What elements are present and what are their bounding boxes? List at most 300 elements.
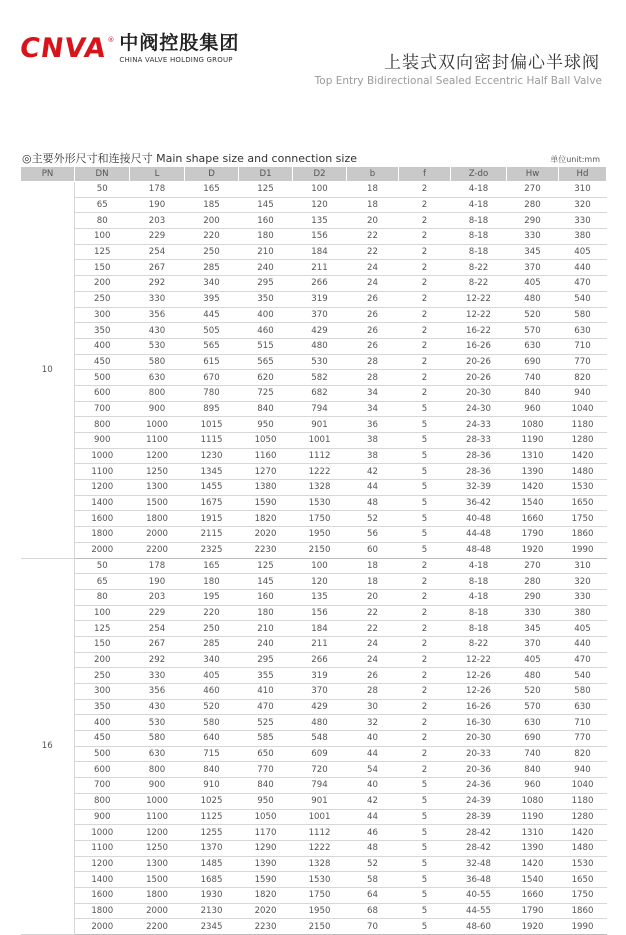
table-row bbox=[21, 323, 607, 339]
table-cell: 630 bbox=[507, 715, 559, 731]
table-cell: 42 bbox=[347, 793, 399, 809]
table-cell: 319 bbox=[293, 291, 347, 307]
table-cell: 310 bbox=[559, 182, 607, 198]
table-cell: 690 bbox=[507, 731, 559, 747]
table-row bbox=[21, 621, 607, 637]
table-cell: 2020 bbox=[239, 903, 293, 919]
table-cell: 28-42 bbox=[451, 840, 507, 856]
table-cell: 24 bbox=[347, 636, 399, 652]
table-cell: 1160 bbox=[239, 448, 293, 464]
table-cell: 2000 bbox=[75, 542, 130, 558]
table-cell: 429 bbox=[293, 699, 347, 715]
table-cell: 8-18 bbox=[451, 605, 507, 621]
table-cell: 720 bbox=[293, 762, 347, 778]
company-logo bbox=[17, 32, 240, 65]
table-cell: 100 bbox=[75, 605, 130, 621]
table-cell: 165 bbox=[185, 182, 239, 198]
table-cell: 800 bbox=[75, 793, 130, 809]
table-cell: 220 bbox=[185, 605, 239, 621]
table-cell: 520 bbox=[507, 307, 559, 323]
table-cell: 330 bbox=[130, 668, 185, 684]
table-cell: 1400 bbox=[75, 872, 130, 888]
table-cell: 1400 bbox=[75, 495, 130, 511]
table-cell: 210 bbox=[239, 621, 293, 637]
table-cell: 8-18 bbox=[451, 244, 507, 260]
table-cell: 901 bbox=[293, 793, 347, 809]
table-cell: 20-26 bbox=[451, 370, 507, 386]
table-row bbox=[21, 636, 607, 652]
table-cell: 5 bbox=[399, 778, 451, 794]
table-cell: 30 bbox=[347, 699, 399, 715]
table-cell: 1390 bbox=[239, 856, 293, 872]
table-cell: 1420 bbox=[559, 448, 607, 464]
table-cell: 32 bbox=[347, 715, 399, 731]
table-cell: 2 bbox=[399, 338, 451, 354]
table-cell: 5 bbox=[399, 542, 451, 558]
table-cell: 630 bbox=[559, 323, 607, 339]
table-cell: 50 bbox=[75, 182, 130, 198]
table-cell: 1200 bbox=[130, 448, 185, 464]
table-cell: 1650 bbox=[559, 872, 607, 888]
table-cell: 28 bbox=[347, 370, 399, 386]
table-cell: 254 bbox=[130, 621, 185, 637]
table-cell: 1750 bbox=[293, 887, 347, 903]
table-cell: 505 bbox=[185, 323, 239, 339]
table-cell: 1200 bbox=[75, 856, 130, 872]
table-cell: 26 bbox=[347, 338, 399, 354]
table-cell: 40 bbox=[347, 731, 399, 747]
table-cell: 5 bbox=[399, 417, 451, 433]
table-cell: 380 bbox=[559, 605, 607, 621]
table-cell: 65 bbox=[75, 574, 130, 590]
table-cell: 125 bbox=[239, 182, 293, 198]
table-cell: 900 bbox=[75, 809, 130, 825]
logo-mark: CNVA bbox=[17, 33, 109, 65]
table-cell: 2115 bbox=[185, 527, 239, 543]
table-cell: 24-36 bbox=[451, 778, 507, 794]
table-cell: 200 bbox=[75, 652, 130, 668]
table-cell: 210 bbox=[239, 244, 293, 260]
table-cell: 185 bbox=[185, 197, 239, 213]
table-cell: 28 bbox=[347, 684, 399, 700]
table-row bbox=[21, 589, 607, 605]
table-cell: 24 bbox=[347, 276, 399, 292]
table-cell: 1455 bbox=[185, 480, 239, 496]
table-cell: 609 bbox=[293, 746, 347, 762]
table-cell: 24-30 bbox=[451, 401, 507, 417]
company-name-cn: 中阀控股集团 bbox=[119, 32, 240, 54]
table-cell: 266 bbox=[293, 276, 347, 292]
table-cell: 4-18 bbox=[451, 182, 507, 198]
table-cell: 500 bbox=[75, 746, 130, 762]
table-row bbox=[21, 542, 607, 558]
table-cell: 1800 bbox=[130, 511, 185, 527]
table-cell: 229 bbox=[130, 605, 185, 621]
table-cell: 780 bbox=[185, 385, 239, 401]
table-cell: 470 bbox=[239, 699, 293, 715]
table-cell: 1040 bbox=[559, 778, 607, 794]
table-cell: 2 bbox=[399, 323, 451, 339]
table-cell: 1500 bbox=[130, 872, 185, 888]
table-cell: 180 bbox=[239, 605, 293, 621]
table-cell: 20-33 bbox=[451, 746, 507, 762]
table-cell: 356 bbox=[130, 684, 185, 700]
table-cell: 42 bbox=[347, 464, 399, 480]
table-cell: 820 bbox=[559, 746, 607, 762]
table-cell: 240 bbox=[239, 260, 293, 276]
table-cell: 570 bbox=[507, 699, 559, 715]
table-row bbox=[21, 919, 607, 935]
table-cell: 2 bbox=[399, 762, 451, 778]
table-cell: 1800 bbox=[130, 887, 185, 903]
table-cell: 515 bbox=[239, 338, 293, 354]
table-row bbox=[21, 229, 607, 245]
table-row bbox=[21, 260, 607, 276]
table-cell: 16-30 bbox=[451, 715, 507, 731]
table-cell: 190 bbox=[130, 197, 185, 213]
table-cell: 54 bbox=[347, 762, 399, 778]
table-cell: 1300 bbox=[130, 856, 185, 872]
table-cell: 40 bbox=[347, 778, 399, 794]
table-cell: 1000 bbox=[75, 825, 130, 841]
table-cell: 184 bbox=[293, 621, 347, 637]
page-title-en: Top Entry Bidirectional Sealed Eccentric Half Ball Valve bbox=[314, 75, 602, 87]
table-cell: 540 bbox=[559, 668, 607, 684]
table-row bbox=[21, 276, 607, 292]
table-cell: 1270 bbox=[239, 464, 293, 480]
table-cell: 2200 bbox=[130, 919, 185, 935]
table-row bbox=[21, 213, 607, 229]
table-cell: 220 bbox=[185, 229, 239, 245]
table-cell: 1990 bbox=[559, 919, 607, 935]
table-cell: 36-48 bbox=[451, 872, 507, 888]
table-cell: 1100 bbox=[130, 433, 185, 449]
table-row bbox=[21, 354, 607, 370]
table-cell: 2230 bbox=[239, 542, 293, 558]
table-cell: 5 bbox=[399, 495, 451, 511]
pn-cell: 16 bbox=[21, 558, 75, 935]
table-cell: 1530 bbox=[559, 856, 607, 872]
table-cell: 48-48 bbox=[451, 542, 507, 558]
table-cell: 1328 bbox=[293, 856, 347, 872]
table-cell: 32-39 bbox=[451, 480, 507, 496]
table-cell: 1222 bbox=[293, 840, 347, 856]
table-cell: 480 bbox=[507, 668, 559, 684]
table-cell: 38 bbox=[347, 448, 399, 464]
table-row bbox=[21, 558, 607, 574]
table-cell: 1190 bbox=[507, 809, 559, 825]
table-cell: 267 bbox=[130, 260, 185, 276]
table-cell: 770 bbox=[239, 762, 293, 778]
table-cell: 5 bbox=[399, 903, 451, 919]
table-cell: 2130 bbox=[185, 903, 239, 919]
table-cell: 180 bbox=[185, 574, 239, 590]
table-cell: 585 bbox=[239, 731, 293, 747]
table-cell: 1370 bbox=[185, 840, 239, 856]
table-cell: 200 bbox=[75, 276, 130, 292]
table-cell: 254 bbox=[130, 244, 185, 260]
table-cell: 1590 bbox=[239, 495, 293, 511]
table-cell: 8-18 bbox=[451, 229, 507, 245]
table-cell: 44 bbox=[347, 746, 399, 762]
table-cell: 580 bbox=[559, 684, 607, 700]
table-cell: 350 bbox=[75, 323, 130, 339]
column-header: b bbox=[347, 167, 399, 182]
table-cell: 1420 bbox=[559, 825, 607, 841]
table-cell: 1650 bbox=[559, 495, 607, 511]
table-row bbox=[21, 527, 607, 543]
table-cell: 405 bbox=[507, 276, 559, 292]
column-header: Hw bbox=[507, 167, 559, 182]
table-cell: 320 bbox=[559, 574, 607, 590]
table-cell: 2 bbox=[399, 213, 451, 229]
column-header: D bbox=[185, 167, 239, 182]
table-cell: 340 bbox=[185, 276, 239, 292]
section-title: ◎主要外形尺寸和连接尺寸 Main shape size and connection size bbox=[22, 152, 357, 165]
table-cell: 580 bbox=[559, 307, 607, 323]
table-cell: 910 bbox=[185, 778, 239, 794]
table-cell: 203 bbox=[130, 213, 185, 229]
table-cell: 1390 bbox=[507, 464, 559, 480]
table-cell: 1540 bbox=[507, 495, 559, 511]
table-cell: 1530 bbox=[293, 872, 347, 888]
table-cell: 52 bbox=[347, 511, 399, 527]
table-cell: 900 bbox=[130, 778, 185, 794]
table-cell: 1390 bbox=[507, 840, 559, 856]
table-row bbox=[21, 887, 607, 903]
table-row bbox=[21, 746, 607, 762]
table-cell: 1050 bbox=[239, 809, 293, 825]
table-cell: 540 bbox=[559, 291, 607, 307]
table-cell: 530 bbox=[130, 338, 185, 354]
table-row bbox=[21, 715, 607, 731]
table-cell: 5 bbox=[399, 856, 451, 872]
table-cell: 355 bbox=[239, 668, 293, 684]
table-cell: 820 bbox=[559, 370, 607, 386]
table-cell: 340 bbox=[185, 652, 239, 668]
table-cell: 950 bbox=[239, 793, 293, 809]
table-cell: 800 bbox=[130, 762, 185, 778]
table-cell: 12-22 bbox=[451, 307, 507, 323]
table-cell: 900 bbox=[130, 401, 185, 417]
table-cell: 36 bbox=[347, 417, 399, 433]
table-cell: 270 bbox=[507, 558, 559, 574]
table-cell: 570 bbox=[507, 323, 559, 339]
table-cell: 1345 bbox=[185, 464, 239, 480]
table-cell: 2000 bbox=[130, 903, 185, 919]
registered-mark: ® bbox=[107, 35, 115, 44]
table-cell: 429 bbox=[293, 323, 347, 339]
table-cell: 24 bbox=[347, 260, 399, 276]
table-cell: 5 bbox=[399, 793, 451, 809]
table-cell: 1310 bbox=[507, 825, 559, 841]
column-header: f bbox=[399, 167, 451, 182]
table-cell: 5 bbox=[399, 448, 451, 464]
column-header: Hd bbox=[559, 167, 607, 182]
table-cell: 940 bbox=[559, 385, 607, 401]
table-cell: 22 bbox=[347, 244, 399, 260]
table-cell: 2 bbox=[399, 276, 451, 292]
logo-text bbox=[119, 34, 239, 64]
table-cell: 1200 bbox=[75, 480, 130, 496]
table-row bbox=[21, 825, 607, 841]
table-cell: 1025 bbox=[185, 793, 239, 809]
table-cell: 395 bbox=[185, 291, 239, 307]
table-cell: 12-26 bbox=[451, 668, 507, 684]
table-cell: 400 bbox=[75, 338, 130, 354]
table-cell: 44-55 bbox=[451, 903, 507, 919]
table-cell: 2 bbox=[399, 746, 451, 762]
table-cell: 350 bbox=[239, 291, 293, 307]
table-cell: 960 bbox=[507, 401, 559, 417]
table-cell: 2 bbox=[399, 652, 451, 668]
table-cell: 1001 bbox=[293, 809, 347, 825]
table-cell: 2 bbox=[399, 229, 451, 245]
table-cell: 190 bbox=[130, 574, 185, 590]
table-cell: 901 bbox=[293, 417, 347, 433]
table-cell: 480 bbox=[507, 291, 559, 307]
table-row bbox=[21, 433, 607, 449]
table-cell: 1300 bbox=[130, 480, 185, 496]
table-cell: 267 bbox=[130, 636, 185, 652]
column-header: PN bbox=[21, 167, 75, 182]
table-cell: 794 bbox=[293, 778, 347, 794]
table-cell: 270 bbox=[507, 182, 559, 198]
table-cell: 600 bbox=[75, 385, 130, 401]
table-cell: 740 bbox=[507, 746, 559, 762]
table-cell: 24-33 bbox=[451, 417, 507, 433]
unit-label: 单位unit:mm bbox=[550, 155, 600, 164]
table-cell: 1280 bbox=[559, 809, 607, 825]
table-cell: 100 bbox=[75, 229, 130, 245]
table-cell: 56 bbox=[347, 527, 399, 543]
table-cell: 1310 bbox=[507, 448, 559, 464]
table-cell: 229 bbox=[130, 229, 185, 245]
table-cell: 1675 bbox=[185, 495, 239, 511]
table-cell: 150 bbox=[75, 636, 130, 652]
table-cell: 26 bbox=[347, 668, 399, 684]
table-cell: 1590 bbox=[239, 872, 293, 888]
table-cell: 203 bbox=[130, 589, 185, 605]
table-cell: 40-48 bbox=[451, 511, 507, 527]
table-cell: 292 bbox=[130, 652, 185, 668]
table-row bbox=[21, 793, 607, 809]
table-cell: 250 bbox=[185, 621, 239, 637]
table-cell: 18 bbox=[347, 574, 399, 590]
table-cell: 630 bbox=[507, 338, 559, 354]
table-cell: 280 bbox=[507, 574, 559, 590]
table-cell: 1001 bbox=[293, 433, 347, 449]
table-cell: 5 bbox=[399, 433, 451, 449]
table-cell: 800 bbox=[130, 385, 185, 401]
table-cell: 5 bbox=[399, 840, 451, 856]
table-row bbox=[21, 605, 607, 621]
table-cell: 630 bbox=[559, 699, 607, 715]
table-cell: 2 bbox=[399, 307, 451, 323]
table-cell: 20-36 bbox=[451, 762, 507, 778]
table-cell: 1000 bbox=[130, 417, 185, 433]
table-cell: 2000 bbox=[75, 919, 130, 935]
company-name-en: CHINA VALVE HOLDING GROUP bbox=[119, 55, 233, 64]
table-cell: 295 bbox=[239, 652, 293, 668]
table-cell: 64 bbox=[347, 887, 399, 903]
table-cell: 280 bbox=[507, 197, 559, 213]
table-cell: 34 bbox=[347, 385, 399, 401]
table-cell: 682 bbox=[293, 385, 347, 401]
table-row bbox=[21, 684, 607, 700]
table-cell: 405 bbox=[559, 244, 607, 260]
table-row bbox=[21, 370, 607, 386]
table-cell: 22 bbox=[347, 605, 399, 621]
table-cell: 460 bbox=[185, 684, 239, 700]
table-cell: 1600 bbox=[75, 887, 130, 903]
table-cell: 715 bbox=[185, 746, 239, 762]
table-cell: 4-18 bbox=[451, 558, 507, 574]
table-cell: 1015 bbox=[185, 417, 239, 433]
table-cell: 582 bbox=[293, 370, 347, 386]
table-cell: 300 bbox=[75, 684, 130, 700]
table-cell: 400 bbox=[239, 307, 293, 323]
table-cell: 840 bbox=[239, 401, 293, 417]
column-header: Z-do bbox=[451, 167, 507, 182]
table-cell: 24 bbox=[347, 652, 399, 668]
table-cell: 20 bbox=[347, 589, 399, 605]
table-cell: 480 bbox=[293, 338, 347, 354]
table-cell: 565 bbox=[239, 354, 293, 370]
table-cell: 178 bbox=[130, 182, 185, 198]
table-cell: 28 bbox=[347, 354, 399, 370]
table-cell: 1420 bbox=[507, 480, 559, 496]
table-cell: 2345 bbox=[185, 919, 239, 935]
table-cell: 211 bbox=[293, 260, 347, 276]
table-cell: 580 bbox=[185, 715, 239, 731]
table-cell: 405 bbox=[559, 621, 607, 637]
table-cell: 319 bbox=[293, 668, 347, 684]
table-cell: 156 bbox=[293, 605, 347, 621]
table-cell: 1950 bbox=[293, 903, 347, 919]
table-cell: 1820 bbox=[239, 511, 293, 527]
table-cell: 430 bbox=[130, 699, 185, 715]
table-cell: 1930 bbox=[185, 887, 239, 903]
table-cell: 895 bbox=[185, 401, 239, 417]
table-cell: 125 bbox=[75, 621, 130, 637]
table-cell: 370 bbox=[293, 684, 347, 700]
table-cell: 1660 bbox=[507, 887, 559, 903]
table-cell: 470 bbox=[559, 652, 607, 668]
table-cell: 620 bbox=[239, 370, 293, 386]
table-cell: 5 bbox=[399, 511, 451, 527]
table-cell: 2 bbox=[399, 731, 451, 747]
table-cell: 1480 bbox=[559, 840, 607, 856]
table-cell: 165 bbox=[185, 558, 239, 574]
table-cell: 940 bbox=[559, 762, 607, 778]
table-cell: 44 bbox=[347, 480, 399, 496]
table-cell: 2 bbox=[399, 636, 451, 652]
table-row bbox=[21, 338, 607, 354]
table-cell: 200 bbox=[185, 213, 239, 229]
table-cell: 180 bbox=[239, 229, 293, 245]
table-cell: 350 bbox=[75, 699, 130, 715]
table-cell: 18 bbox=[347, 182, 399, 198]
table-cell: 20-30 bbox=[451, 731, 507, 747]
table-cell: 1100 bbox=[130, 809, 185, 825]
table-row bbox=[21, 385, 607, 401]
table-cell: 330 bbox=[559, 589, 607, 605]
table-cell: 794 bbox=[293, 401, 347, 417]
table-cell: 285 bbox=[185, 260, 239, 276]
table-cell: 460 bbox=[239, 323, 293, 339]
table-cell: 1600 bbox=[75, 511, 130, 527]
